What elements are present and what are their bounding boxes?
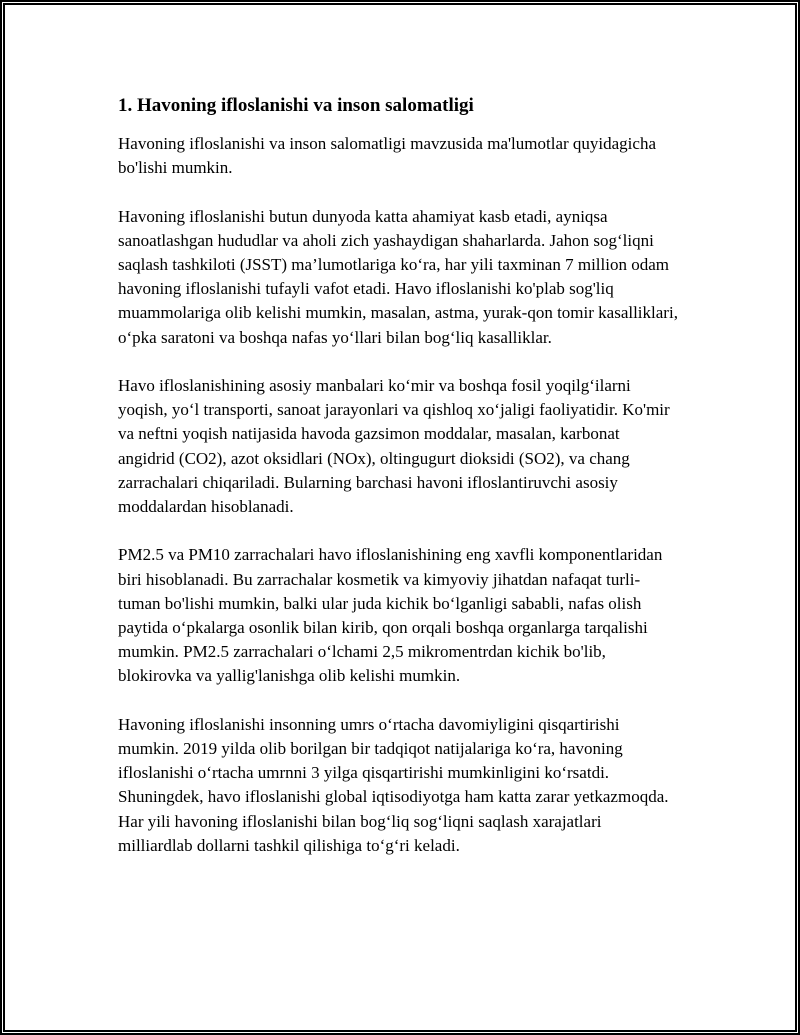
paragraph-particulate-matter: PM2.5 va PM10 zarrachalari havo ifloslanishining eng xavfli komponentlaridan biri hisoblanadi. Bu zarrachalar kosmetik va kimyoviy jihatdan nafaqat turli-tuman bo'lishi mumkin, balki ular juda kichik bo‘lganligi sababli, nafas olish paytida o‘pkalarga osonlik bilan kirib, qon orqali boshqa organlarga tarqalishi mumkin. PM2.5 zarrachalari o‘lchami 2,5 mikromentrdan kichik bo'lib, blokirovka va yallig'lanishga olib kelishi mumkin.: [118, 545, 663, 686]
document-body: [118, 93, 678, 882]
paragraph-intro: Havoning ifloslanishi va inson salomatligi mavzusida ma'lumotlar quyidagicha bo'lishi mumkin.: [118, 134, 656, 178]
paragraph-global-impact: Havoning ifloslanishi butun dunyoda katta ahamiyat kasb etadi, ayniqsa sanoatlashgan hududlar va aholi zich yashaydigan shaharlarda. Jahon sog‘liqni saqlash tashkiloti (JSST) ma’lumotlariga ko‘ra, har yili taxminan 7 million odam havoning ifloslanishi tufayli vafot etadi. Havo ifloslanishi ko'plab sog'liq muammolariga olib kelishi mumkin, masalan, astma, yurak-qon tomir kasalliklari, o‘pka saratoni va boshqa nafas yo‘llari bilan bog‘liq kasalliklar.: [118, 206, 678, 347]
paragraph-life-expectancy: Havoning ifloslanishi insonning umrs o‘rtacha davomiyligini qisqartirishi mumkin. 2019 yilda olib borilgan bir tadqiqot natijalariga ko‘ra, havoning ifloslanishi o‘rtacha umrnni 3 yilga qisqartirishi mumkinligini ko‘rsatdi. Shuningdek, havo ifloslanishi global iqtisodiyotga ham katta zarar yetkazmoqda. Har yili havoning ifloslanishi bilan bog‘liq sog‘liqni saqlash xarajatlari milliardlab dollarni tashkil qilishiga to‘g‘ri keladi.: [118, 714, 669, 855]
section-heading: 1. Havoning ifloslanishi va inson salomatligi: [118, 95, 474, 116]
paragraph-sources: Havo ifloslanishining asosiy manbalari ko‘mir va boshqa fosil yoqilg‘ilarni yoqish, yo‘l transporti, sanoat jarayonlari va qishloq xo‘jaligi faoliyatidir. Ko'mir va neftni yoqish natijasida havoda gazsimon moddalar, masalan, karbonat angidrid (CO2), azot oksidlari (NOx), oltingugurt dioksidi (SO2), va chang zarrachalari chiqariladi. Bularning barchasi havoni ifloslantiruvchi asosiy moddalardan hisoblanadi.: [118, 376, 670, 517]
